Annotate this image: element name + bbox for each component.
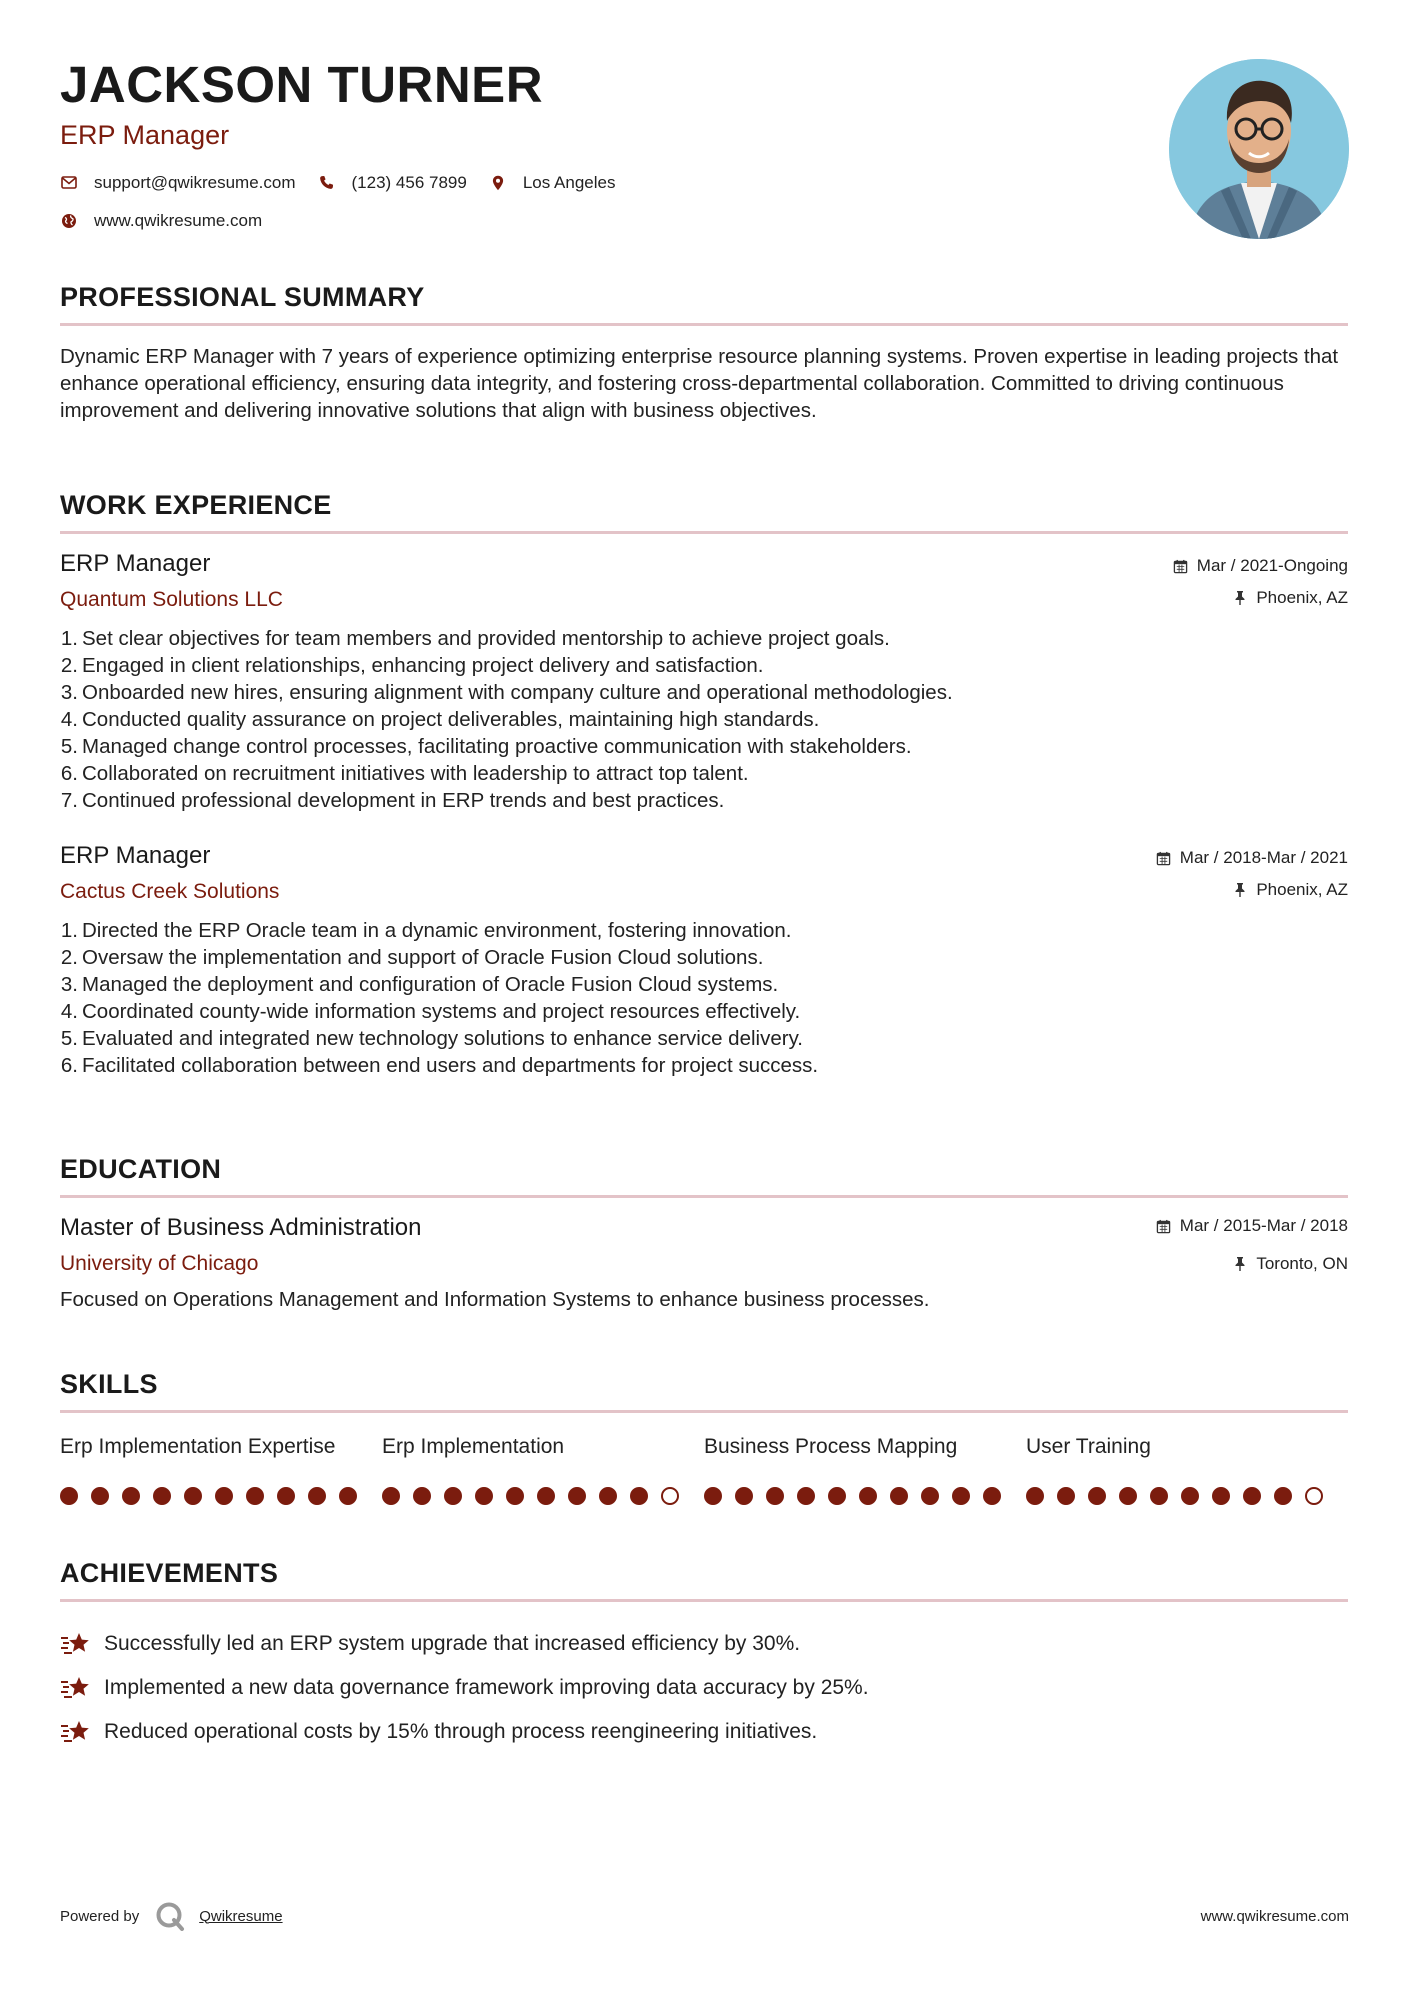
education-section — [60, 1154, 1348, 1312]
achievement-text: Implemented a new data governance framework improving data accuracy by 25%. — [104, 1676, 869, 1699]
achievement-item — [60, 1710, 1348, 1754]
bullet-number: 4. — [60, 1000, 78, 1023]
powered-by-text: Powered by — [60, 1907, 140, 1925]
bullet-number: 2. — [60, 654, 78, 677]
job-bullet-item — [54, 971, 1348, 998]
bullet-text: Coordinated county-wide information systems and project resources effectively. — [82, 1000, 801, 1023]
achievement-text: Successfully led an ERP system upgrade that increased efficiency by 30%. — [104, 1632, 801, 1655]
achievements-section — [60, 1558, 1348, 1754]
rating-dot-filled — [952, 1487, 970, 1505]
job-bullet-item — [54, 787, 1348, 814]
bullet-text: Collaborated on recruitment initiatives with leadership to attract top talent. — [82, 762, 749, 785]
job-title: ERP Manager — [60, 550, 211, 577]
globe-icon — [60, 212, 78, 230]
bullet-number: 5. — [60, 1027, 78, 1050]
bullet-number: 3. — [60, 681, 78, 704]
job-entry — [60, 842, 1348, 1079]
job-meta — [1173, 556, 1348, 608]
job-bullets — [60, 917, 1348, 1079]
rating-dot-filled — [704, 1487, 722, 1505]
bullet-text: Managed change control processes, facilitating proactive communication with stakeholders. — [82, 735, 912, 758]
contact-row — [60, 173, 1060, 193]
skill-rating — [60, 1487, 382, 1505]
skill-rating — [704, 1487, 1026, 1505]
bullet-number: 3. — [60, 973, 78, 996]
achievement-item — [60, 1666, 1348, 1710]
job-meta — [1156, 848, 1348, 900]
achievement-text: Reduced operational costs by 15% through process reengineering initiatives. — [104, 1720, 818, 1743]
footer-branding — [60, 1901, 283, 1931]
rating-dot-filled — [153, 1487, 171, 1505]
rating-dot-filled — [890, 1487, 908, 1505]
bullet-number: 6. — [60, 1054, 78, 1077]
job-bullet-item — [54, 652, 1348, 679]
bullet-number: 2. — [60, 946, 78, 969]
job-title: ERP Manager — [60, 842, 211, 869]
summary-section — [60, 282, 1348, 424]
skill-item — [704, 1433, 1026, 1505]
job-location — [1173, 588, 1348, 608]
calendar-icon — [1156, 1218, 1172, 1234]
phone-icon — [318, 174, 336, 192]
star-award-icon — [60, 1630, 92, 1658]
pushpin-icon — [1232, 590, 1248, 606]
rating-dot-filled — [1274, 1487, 1292, 1505]
bullet-text: Managed the deployment and configuration of Oracle Fusion Cloud systems. — [82, 973, 779, 996]
page-footer — [60, 1898, 1349, 1934]
rating-dot-filled — [1181, 1487, 1199, 1505]
job-dates — [1173, 556, 1348, 576]
profile-photo — [1169, 59, 1349, 239]
experience-heading: WORK EXPERIENCE — [60, 490, 332, 520]
website-text: www.qwikresume.com — [94, 210, 263, 230]
job-bullet-item — [54, 706, 1348, 733]
contact-row-web — [60, 211, 1060, 231]
job-bullet-item — [54, 998, 1348, 1025]
calendar-icon — [1156, 850, 1172, 866]
skill-name: User Training — [1026, 1435, 1151, 1458]
rating-dot-filled — [1088, 1487, 1106, 1505]
job-bullet-item — [54, 679, 1348, 706]
school-name: University of Chicago — [60, 1252, 259, 1275]
rating-dot-filled — [859, 1487, 877, 1505]
candidate-role: ERP Manager — [60, 119, 230, 150]
rating-dot-filled — [921, 1487, 939, 1505]
phone-text: (123) 456 7899 — [351, 172, 467, 192]
rating-dot-filled — [91, 1487, 109, 1505]
bullet-number: 7. — [60, 789, 78, 812]
footer-url[interactable]: www.qwikresume.com — [1200, 1907, 1349, 1925]
rating-dot-empty — [661, 1487, 679, 1505]
job-company: Cactus Creek Solutions — [60, 880, 280, 903]
achievement-item — [60, 1622, 1348, 1666]
bullet-number: 1. — [60, 919, 78, 942]
rating-dot-filled — [506, 1487, 524, 1505]
job-bullet-item — [54, 625, 1348, 652]
skills-row — [60, 1433, 1348, 1505]
education-location-text: Toronto, ON — [1256, 1254, 1348, 1273]
section-divider — [60, 1599, 1348, 1602]
skill-rating — [1026, 1487, 1348, 1505]
section-divider — [60, 531, 1348, 534]
achievements-heading: ACHIEVEMENTS — [60, 1558, 279, 1588]
section-divider — [60, 1410, 1348, 1413]
qwikresume-logo-icon — [155, 1901, 185, 1931]
contact-phone[interactable] — [318, 173, 467, 193]
bullet-text: Engaged in client relationships, enhancing project delivery and satisfaction. — [82, 654, 764, 677]
bullet-number: 5. — [60, 735, 78, 758]
rating-dot-filled — [1119, 1487, 1137, 1505]
skills-heading: SKILLS — [60, 1369, 158, 1399]
job-bullet-item — [54, 917, 1348, 944]
section-divider — [60, 1195, 1348, 1198]
bullet-text: Facilitated collaboration between end users and departments for project success. — [82, 1054, 819, 1077]
bullet-text: Onboarded new hires, ensuring alignment with company culture and operational methodologies. — [82, 681, 953, 704]
rating-dot-filled — [568, 1487, 586, 1505]
education-dates-text: Mar / 2015-Mar / 2018 — [1179, 1216, 1348, 1235]
skill-item — [1026, 1433, 1348, 1505]
job-entry — [60, 550, 1348, 814]
rating-dot-filled — [184, 1487, 202, 1505]
star-award-icon — [60, 1674, 92, 1702]
email-text: support@qwikresume.com — [94, 172, 296, 192]
rating-dot-filled — [277, 1487, 295, 1505]
bullet-text: Evaluated and integrated new technology solutions to enhance service delivery. — [82, 1027, 803, 1050]
profile-photo-illustration — [1169, 59, 1349, 239]
education-meta — [1156, 1216, 1348, 1274]
job-bullet-item — [54, 944, 1348, 971]
job-bullets — [60, 625, 1348, 814]
rating-dot-filled — [122, 1487, 140, 1505]
rating-dot-filled — [339, 1487, 357, 1505]
rating-dot-filled — [1057, 1487, 1075, 1505]
job-dates — [1156, 848, 1348, 868]
rating-dot-filled — [1243, 1487, 1261, 1505]
rating-dot-filled — [983, 1487, 1001, 1505]
rating-dot-filled — [537, 1487, 555, 1505]
contact-website[interactable] — [60, 211, 262, 231]
bullet-text: Set clear objectives for team members and provided mentorship to achieve project goals. — [82, 627, 890, 650]
skill-item — [60, 1433, 382, 1505]
rating-dot-filled — [413, 1487, 431, 1505]
rating-dot-filled — [735, 1487, 753, 1505]
skill-name: Erp Implementation Expertise — [60, 1435, 336, 1458]
contact-email[interactable] — [60, 173, 296, 193]
bullet-text: Continued professional development in ERP trends and best practices. — [82, 789, 725, 812]
bullet-number: 6. — [60, 762, 78, 785]
star-award-icon — [60, 1718, 92, 1746]
job-location-text: Phoenix, AZ — [1256, 880, 1348, 899]
pushpin-icon — [1232, 1256, 1248, 1272]
education-description: Focused on Operations Management and Information Systems to enhance business processes. — [60, 1288, 930, 1311]
skills-section — [60, 1369, 1348, 1505]
rating-dot-filled — [475, 1487, 493, 1505]
degree-title: Master of Business Administration — [60, 1214, 422, 1241]
education-heading: EDUCATION — [60, 1154, 222, 1184]
job-bullet-item — [54, 1052, 1348, 1079]
location-text: Los Angeles — [522, 172, 616, 192]
rating-dot-filled — [1212, 1487, 1230, 1505]
rating-dot-filled — [246, 1487, 264, 1505]
bullet-text: Directed the ERP Oracle team in a dynamic environment, fostering innovation. — [82, 919, 792, 942]
education-entry — [60, 1214, 1348, 1312]
achievements-list — [60, 1622, 1348, 1754]
bullet-text: Oversaw the implementation and support of Oracle Fusion Cloud solutions. — [82, 946, 764, 969]
rating-dot-filled — [215, 1487, 233, 1505]
summary-text: Dynamic ERP Manager with 7 years of experience optimizing enterprise resource planning systems. Proven expertise in leading projects that enhance operational efficiency, ensuring data integrity, and fostering cross-departmental collaboration. Committed to driving continuous improvement and delivering innovative solutions that align with business objectives. — [60, 345, 1339, 422]
rating-dot-filled — [1026, 1487, 1044, 1505]
map-pin-icon — [489, 174, 507, 192]
rating-dot-filled — [766, 1487, 784, 1505]
rating-dot-filled — [599, 1487, 617, 1505]
skill-name: Business Process Mapping — [704, 1435, 958, 1458]
candidate-name: JACKSON TURNER — [60, 56, 544, 113]
rating-dot-filled — [444, 1487, 462, 1505]
pushpin-icon — [1232, 882, 1248, 898]
job-dates-text: Mar / 2018-Mar / 2021 — [1179, 848, 1348, 867]
job-dates-text: Mar / 2021-Ongoing — [1196, 556, 1348, 575]
experience-section — [60, 490, 1348, 1079]
bullet-text: Conducted quality assurance on project deliverables, maintaining high standards. — [82, 708, 820, 731]
rating-dot-filled — [1150, 1487, 1168, 1505]
education-dates — [1156, 1216, 1348, 1236]
rating-dot-filled — [828, 1487, 846, 1505]
rating-dot-filled — [797, 1487, 815, 1505]
job-bullet-item — [54, 760, 1348, 787]
calendar-icon — [1173, 558, 1189, 574]
skill-item — [382, 1433, 704, 1505]
rating-dot-filled — [60, 1487, 78, 1505]
rating-dot-empty — [1305, 1487, 1323, 1505]
job-bullet-item — [54, 733, 1348, 760]
resume-header — [60, 58, 1060, 231]
rating-dot-filled — [382, 1487, 400, 1505]
rating-dot-filled — [308, 1487, 326, 1505]
envelope-icon — [60, 174, 78, 192]
job-company: Quantum Solutions LLC — [60, 588, 283, 611]
contact-location — [489, 173, 616, 193]
bullet-number: 4. — [60, 708, 78, 731]
summary-heading: PROFESSIONAL SUMMARY — [60, 282, 425, 312]
bullet-number: 1. — [60, 627, 78, 650]
job-bullet-item — [54, 1025, 1348, 1052]
qwikresume-link[interactable]: Qwikresume — [199, 1907, 283, 1925]
section-divider — [60, 323, 1348, 326]
job-location-text: Phoenix, AZ — [1256, 588, 1348, 607]
skill-rating — [382, 1487, 704, 1505]
skill-name: Erp Implementation — [382, 1435, 565, 1458]
rating-dot-filled — [630, 1487, 648, 1505]
job-location — [1156, 880, 1348, 900]
education-location — [1156, 1254, 1348, 1274]
